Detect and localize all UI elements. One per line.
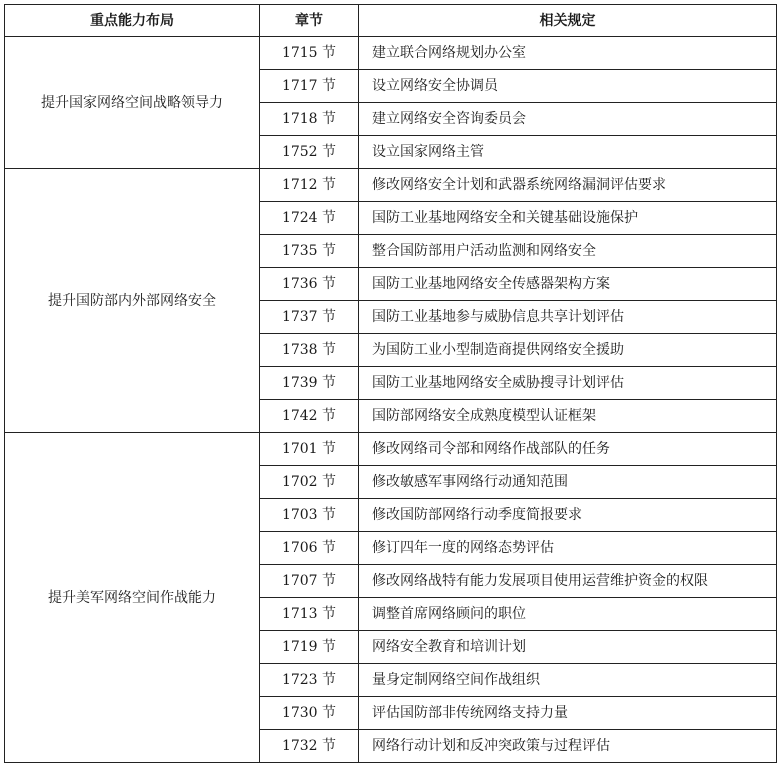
section-cell: 1701 节 [260,433,359,466]
section-cell: 1715 节 [260,37,359,70]
section-cell: 1730 节 [260,697,359,730]
section-cell: 1707 节 [260,565,359,598]
rule-cell: 国防工业基地网络安全和关键基础设施保护 [359,202,777,235]
rule-cell: 国防工业基地网络安全传感器架构方案 [359,268,777,301]
section-cell: 1724 节 [260,202,359,235]
rule-cell: 建立联合网络规划办公室 [359,37,777,70]
header-section: 章节 [260,5,359,37]
rule-cell: 修改网络战特有能力发展项目使用运营维护资金的权限 [359,565,777,598]
rule-cell: 量身定制网络空间作战组织 [359,664,777,697]
rule-cell: 网络安全教育和培训计划 [359,631,777,664]
section-cell: 1718 节 [260,103,359,136]
rule-cell: 修改网络安全计划和武器系统网络漏洞评估要求 [359,169,777,202]
table-row [5,169,777,202]
header-rule: 相关规定 [359,5,777,37]
rule-cell: 修改网络司令部和网络作战部队的任务 [359,433,777,466]
section-cell: 1702 节 [260,466,359,499]
provisions-table [4,4,777,763]
section-cell: 1736 节 [260,268,359,301]
rule-cell: 调整首席网络顾问的职位 [359,598,777,631]
section-cell: 1735 节 [260,235,359,268]
rule-cell: 修改敏感军事网络行动通知范围 [359,466,777,499]
table-row [5,433,777,466]
rule-cell: 修改国防部网络行动季度简报要求 [359,499,777,532]
rule-cell: 为国防工业小型制造商提供网络安全援助 [359,334,777,367]
category-cell: 提升国防部内外部网络安全 [5,169,260,433]
section-cell: 1738 节 [260,334,359,367]
section-cell: 1703 节 [260,499,359,532]
section-cell: 1752 节 [260,136,359,169]
rule-cell: 网络行动计划和反冲突政策与过程评估 [359,730,777,763]
section-cell: 1737 节 [260,301,359,334]
category-cell: 提升美军网络空间作战能力 [5,433,260,763]
rule-cell: 建立网络安全咨询委员会 [359,103,777,136]
section-cell: 1723 节 [260,664,359,697]
section-cell: 1732 节 [260,730,359,763]
rule-cell: 国防部网络安全成熟度模型认证框架 [359,400,777,433]
section-cell: 1739 节 [260,367,359,400]
section-cell: 1717 节 [260,70,359,103]
section-cell: 1713 节 [260,598,359,631]
table-row [5,37,777,70]
category-cell: 提升国家网络空间战略领导力 [5,37,260,169]
rule-cell: 设立网络安全协调员 [359,70,777,103]
section-cell: 1719 节 [260,631,359,664]
header-category: 重点能力布局 [5,5,260,37]
section-cell: 1742 节 [260,400,359,433]
rule-cell: 设立国家网络主管 [359,136,777,169]
rule-cell: 修订四年一度的网络态势评估 [359,532,777,565]
section-cell: 1712 节 [260,169,359,202]
rule-cell: 整合国防部用户活动监测和网络安全 [359,235,777,268]
rule-cell: 评估国防部非传统网络支持力量 [359,697,777,730]
rule-cell: 国防工业基地参与威胁信息共享计划评估 [359,301,777,334]
header-row [5,5,777,37]
rule-cell: 国防工业基地网络安全威胁搜寻计划评估 [359,367,777,400]
section-cell: 1706 节 [260,532,359,565]
